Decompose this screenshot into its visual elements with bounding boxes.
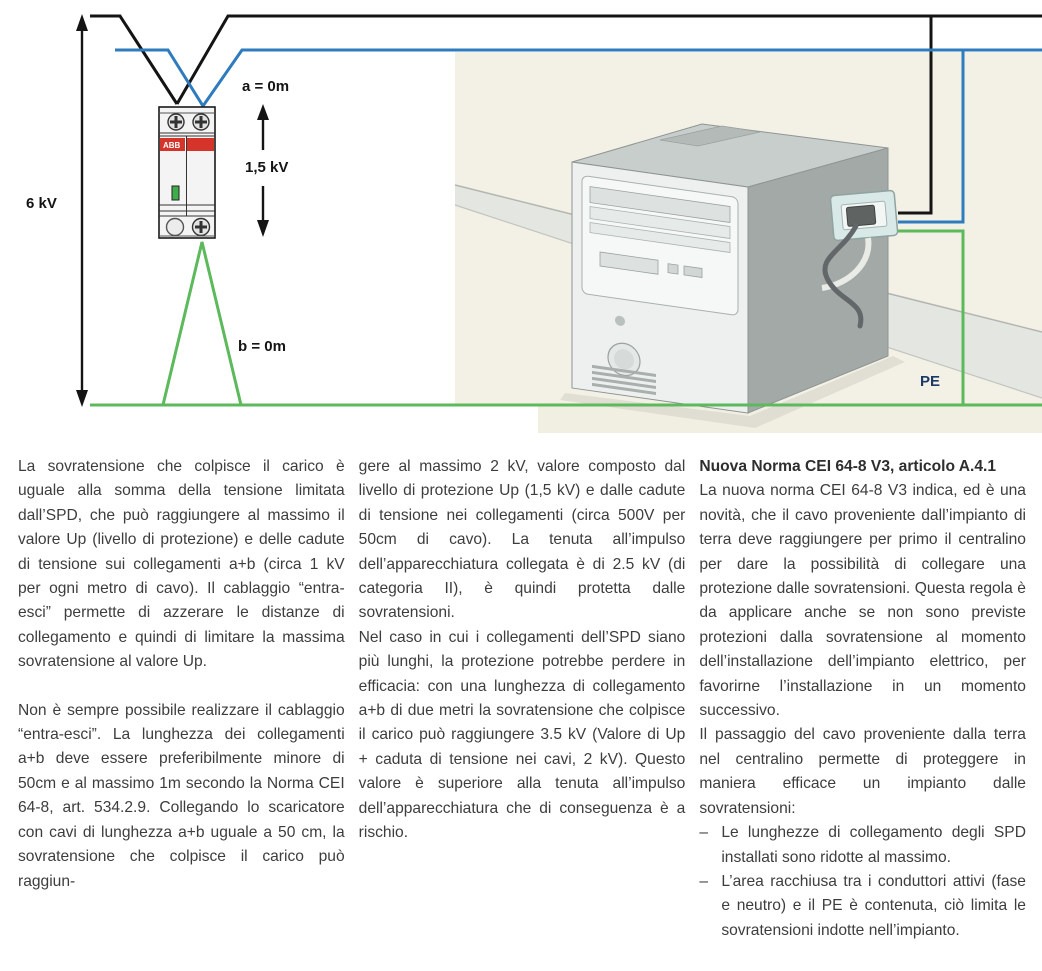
wall-outlet <box>830 190 898 240</box>
paragraph: La nuova norma CEI 64-8 V3 indica, ed è una novità, che il cavo proveniente dall’impianto di terra deve raggiungere per primo il centralino per dare la possibilità di collegare una protezione dalle sovratensioni. Questa regola è da applicare anche se non sono previste protezioni dalla sovratensione al momento dell’installazione dell’impianto elettrico, per favorirne l’installazione in un momento successivo. <box>699 482 1026 720</box>
status-led <box>172 186 179 200</box>
label-protection-level: 1,5 kV <box>245 159 289 176</box>
figure-surge-diagram <box>0 0 1042 445</box>
label-distance-b: b = 0m <box>238 338 286 355</box>
bullet-text: Le lunghezze di collegamento degli SPD installati sono ridotte al massimo. <box>721 824 1026 866</box>
paragraph: Nel caso in cui i collegamenti dell’SPD siano più lunghi, la protezione potrebbe perdere in efficacia: con una lunghezza di collegamento a+b di due metri la sovratensione che colpisce il carico può raggiungere 3.5 kV (Valore di Up + caduta di tensione nei cavi, 2 kV). Questo valore è superiore alla tenuta all’impulso dell’apparecchiatura che di conseguenza è a rischio. <box>358 628 686 842</box>
bullet-text: L’area racchiusa tra i conduttori attivi (fase e neutro) e il PE è contenuta, ciò limita le sovratensioni indotte nell’impianto. <box>721 872 1026 939</box>
bullet-list <box>699 821 1026 943</box>
column-1 <box>18 455 345 943</box>
column-3 <box>699 455 1026 943</box>
paragraph: Il passaggio del cavo proveniente dalla terra nel centralino permette di proteggere in maniera efficace un impianto dalle sovratensioni: <box>699 726 1026 817</box>
list-item <box>699 870 1026 943</box>
paragraph: gere al massimo 2 kV, valore composto dal livello di protezione Up (1,5 kV) e dalle cadute di tensione nei collegamenti (circa 500V per 50cm di cavo). La tenuta all’impulso dell’apparecchiatura collegata è di 2.5 kV (di categoria II), è quindi protetta dalle sovratensioni. <box>358 458 686 622</box>
diagram-art <box>0 0 1042 445</box>
column-2 <box>359 455 686 943</box>
abb-logo-text: ABB <box>163 141 181 150</box>
spd-device <box>159 107 215 238</box>
label-distance-a: a = 0m <box>242 78 290 95</box>
article-body <box>0 445 1042 943</box>
label-total-voltage: 6 kV <box>26 195 57 212</box>
bullet-dash: – <box>699 824 709 842</box>
paragraph: Non è sempre possibile realizzare il cablaggio “entra-esci”. La lunghezza dei collegamenti a+b deve essere preferibilmente minore di 50cm e al massimo 1m secondo la Norma CEI 64-8, art. 534.2.9. Collegando lo scaricatore con cavi di lunghezza a+b uguale a 50 cm, la sovratensione che colpisce il carico può raggiun- <box>18 701 345 890</box>
paragraph: La sovratensione che colpisce il carico è uguale alla somma della tensione limitata dall’SPD, che può raggiungere al massimo il valore Up (livello di protezione) e delle cadute di tensione sui collegamenti a+b (circa 1 kV per ogni metro di cavo). Il cablaggio “entra-esci” permette di azzerare le distanze di collegamento e quindi di limitare la massima sovratensione al valore Up. <box>18 458 345 671</box>
section-heading: Nuova Norma CEI 64-8 V3, articolo A.4.1 <box>699 458 996 475</box>
list-item <box>699 821 1026 870</box>
arrow-6kv <box>76 14 88 407</box>
bullet-dash: – <box>699 872 709 890</box>
label-pe-conductor: PE <box>920 373 941 390</box>
